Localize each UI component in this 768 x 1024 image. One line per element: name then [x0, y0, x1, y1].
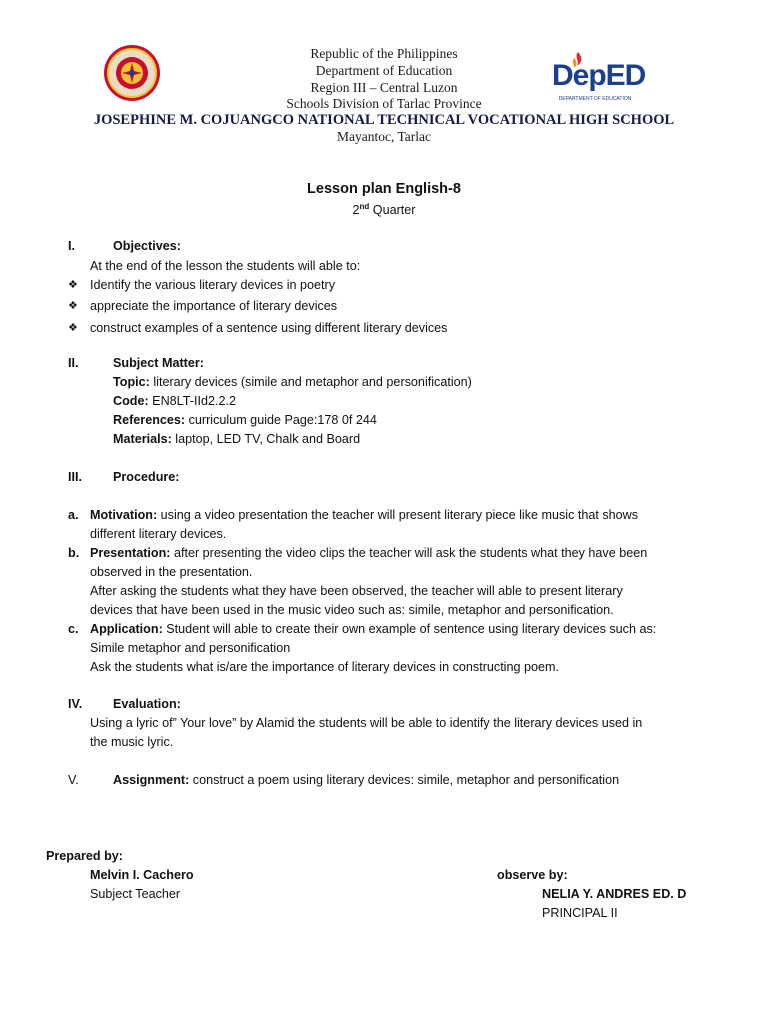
- prepared-by-title: Subject Teacher: [90, 887, 181, 901]
- objective-item: Identify the various literary devices in poetry: [90, 278, 335, 292]
- section-number: III.: [68, 470, 82, 484]
- presentation-text-cont: devices that have been used in the music video such as: simile, metaphor and personification.: [90, 603, 614, 617]
- prepared-by-label: Prepared by:: [46, 849, 123, 863]
- application-text: Student will able to create their own example of sentence using literary devices such as:: [162, 622, 657, 636]
- topic-value: literary devices (simile and metaphor and personification): [149, 375, 472, 389]
- references-line: [113, 411, 377, 430]
- procedure-letter: b.: [68, 546, 80, 560]
- assignment-label: Assignment:: [113, 773, 190, 787]
- section-heading-evaluation: Evaluation:: [113, 697, 181, 711]
- quarter-number: 2: [352, 203, 360, 218]
- presentation-text: after presenting the video clips the teacher will ask the students what they have been: [170, 546, 648, 560]
- materials-label: Materials:: [113, 432, 172, 446]
- application-line: [90, 620, 656, 639]
- quarter-subtitle: [0, 202, 768, 217]
- motivation-text: using a video presentation the teacher will present literary piece like music that shows: [157, 508, 639, 522]
- objective-item: appreciate the importance of literary devices: [90, 299, 338, 313]
- bullet-diamond-icon: ❖: [68, 279, 78, 291]
- section-heading-objectives: Objectives:: [113, 239, 181, 253]
- section-number: IV.: [68, 697, 83, 711]
- section-number: V.: [68, 773, 79, 787]
- page-title: Lesson plan English-8: [307, 181, 461, 197]
- references-label: References:: [113, 413, 186, 427]
- motivation-label: Motivation:: [90, 508, 158, 522]
- bullet-diamond-icon: ❖: [68, 322, 78, 334]
- quarter-word: Quarter: [369, 203, 416, 218]
- presentation-text-cont: After asking the students what they have been observed, the teacher will able to present literary: [90, 584, 623, 598]
- motivation-line: [90, 506, 638, 525]
- application-text-cont: Ask the students what is/are the importance of literary devices in constructing poem.: [90, 660, 559, 674]
- quarter-suffix: nd: [359, 202, 370, 211]
- evaluation-text: Using a lyric of” Your love” by Alamid the students will be able to identify the literary devices used in: [90, 716, 643, 730]
- evaluation-text-cont: the music lyric.: [90, 735, 174, 749]
- procedure-letter: c.: [68, 622, 79, 636]
- header-department: Department of Education: [315, 63, 453, 78]
- section-number: I.: [68, 239, 75, 253]
- deped-logo-subtext: DEPARTMENT OF EDUCATION: [558, 96, 632, 102]
- section-number: II.: [68, 356, 79, 370]
- bullet-diamond-icon: ❖: [68, 300, 78, 312]
- school-name: JOSEPHINE M. COJUANGCO NATIONAL TECHNICAL VOCATIONAL HIGH SCHOOL: [93, 112, 675, 128]
- header-republic: Republic of the Philippines: [310, 46, 458, 61]
- topic-label: Topic:: [113, 375, 150, 389]
- section-heading-procedure: Procedure:: [113, 470, 180, 484]
- deped-logo-text: DepED: [552, 59, 646, 92]
- objective-item: construct examples of a sentence using different literary devices: [90, 321, 448, 335]
- observed-by-title: PRINCIPAL II: [542, 906, 618, 920]
- presentation-text-cont: observed in the presentation.: [90, 565, 253, 579]
- observed-by-name: NELIA Y. ANDRES ED. D: [542, 887, 687, 901]
- motivation-text-cont: different literary devices.: [90, 527, 227, 541]
- header-region: Region III – Central Luzon: [310, 80, 458, 95]
- presentation-label: Presentation:: [90, 546, 171, 560]
- materials-line: [113, 430, 360, 449]
- presentation-line: [90, 544, 647, 563]
- assignment-line: [113, 771, 619, 790]
- references-value: curriculum guide Page:178 0f 244: [185, 413, 377, 427]
- procedure-letter: a.: [68, 508, 79, 522]
- observed-by-label: observe by:: [497, 868, 568, 882]
- topic-line: [113, 373, 472, 392]
- application-text-cont: Simile metaphor and personification: [90, 641, 291, 655]
- materials-value: laptop, LED TV, Chalk and Board: [171, 432, 361, 446]
- code-label: Code:: [113, 394, 149, 408]
- assignment-text: construct a poem using literary devices: simile, metaphor and personification: [189, 773, 620, 787]
- school-location: Mayantoc, Tarlac: [336, 129, 431, 144]
- objectives-intro: At the end of the lesson the students will able to:: [90, 259, 361, 273]
- application-label: Application:: [90, 622, 163, 636]
- code-line: [113, 392, 236, 411]
- prepared-by-name: Melvin I. Cachero: [90, 868, 194, 882]
- section-heading-subject-matter: Subject Matter:: [113, 356, 204, 370]
- code-value: EN8LT-IId2.2.2: [148, 394, 236, 408]
- header-division: Schools Division of Tarlac Province: [286, 96, 482, 111]
